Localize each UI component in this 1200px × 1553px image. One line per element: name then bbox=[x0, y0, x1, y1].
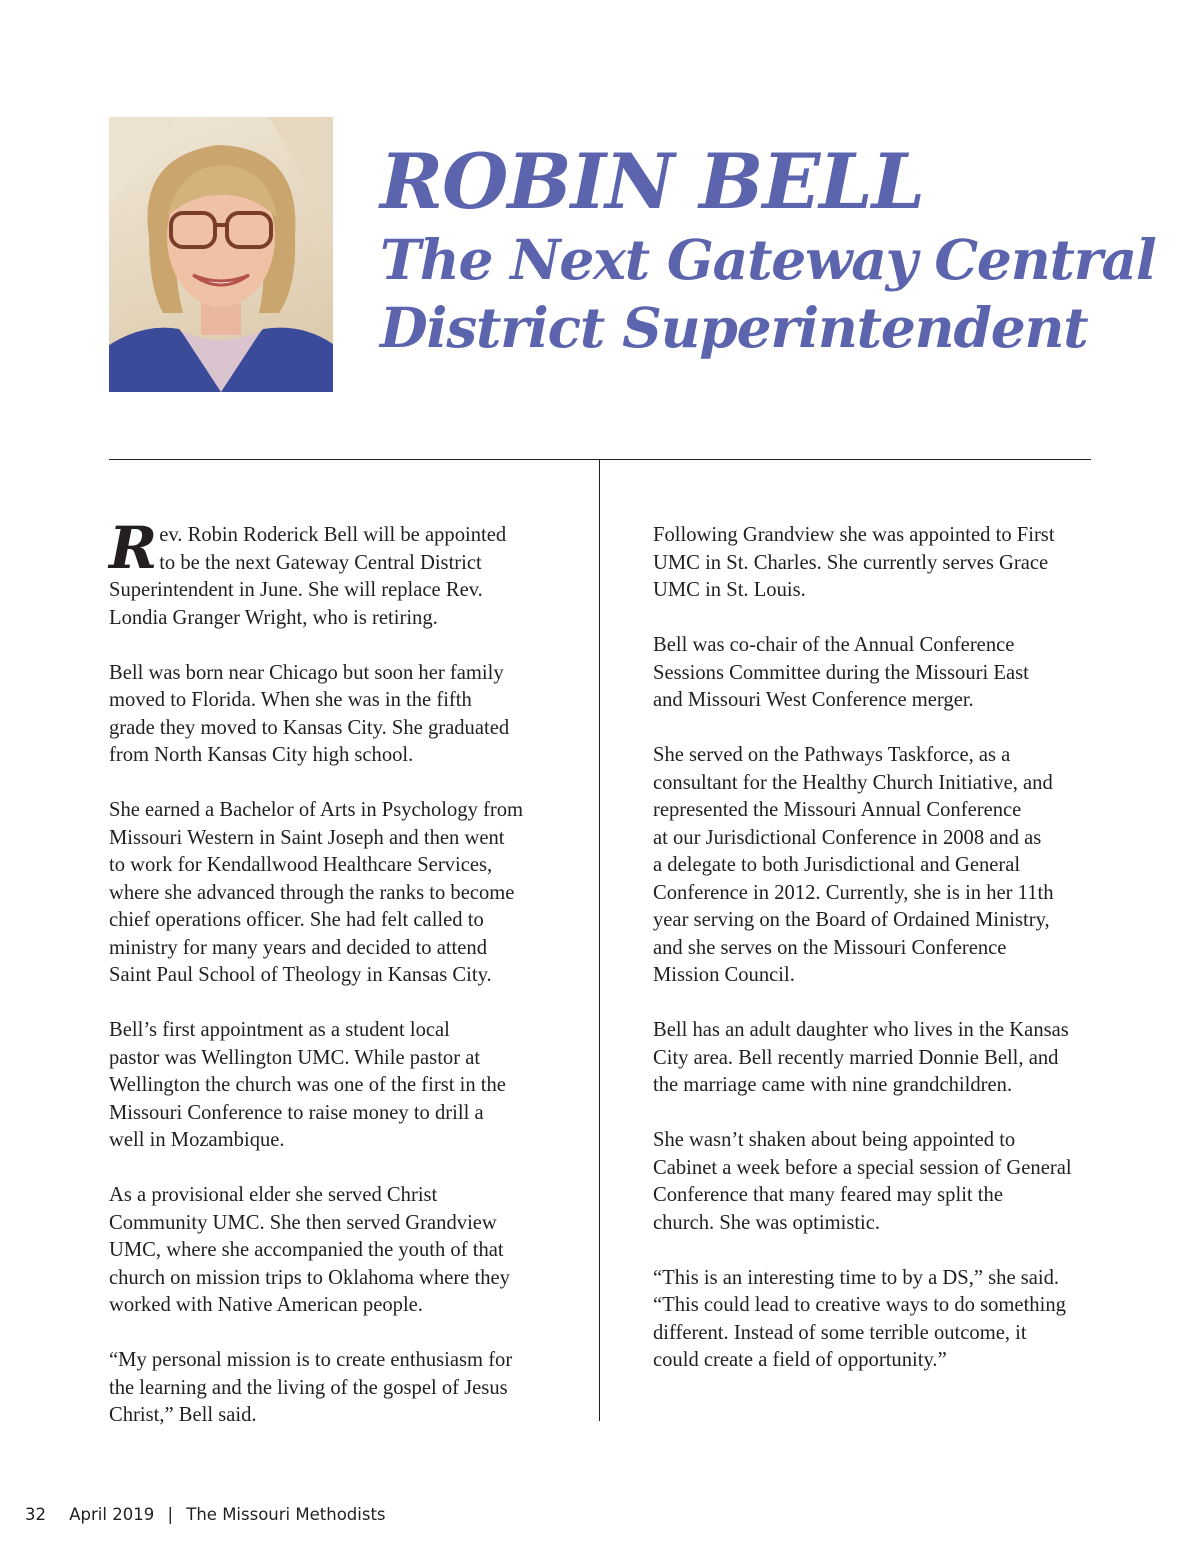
text-line: Sessions Committee during the Missouri East bbox=[653, 661, 1029, 684]
paragraph bbox=[109, 1347, 579, 1430]
text-line: Mission Council. bbox=[653, 964, 795, 986]
portrait-photo bbox=[109, 117, 333, 392]
text-line: Bell was born near Chicago but soon her family bbox=[109, 661, 504, 684]
text-line: different. Instead of some terrible outcome, it bbox=[653, 1321, 1027, 1344]
text-line: well in Mozambique. bbox=[109, 1129, 285, 1151]
text-line: year serving on the Board of Ordained Ministry, bbox=[653, 909, 1050, 931]
text-line: to work for Kendallwood Healthcare Services, bbox=[109, 854, 493, 876]
paragraph bbox=[653, 1017, 1123, 1100]
text-line: and Missouri West Conference merger. bbox=[653, 689, 974, 711]
text-line: worked with Native American people. bbox=[109, 1294, 423, 1316]
text-line: Following Grandview she was appointed to First bbox=[653, 524, 1055, 546]
text-line: “This is an interesting time to by a DS,” she said. bbox=[653, 1266, 1060, 1289]
horizontal-divider bbox=[109, 459, 1091, 460]
text-line: consultant for the Healthy Church Initiative, and bbox=[653, 771, 1053, 794]
paragraph bbox=[109, 1182, 579, 1320]
text-line: Wellington the church was one of the first in the bbox=[109, 1074, 506, 1096]
page-number: 32 bbox=[25, 1505, 46, 1524]
text-line: UMC in St. Charles. She currently serves Grace bbox=[653, 551, 1049, 574]
text-line: UMC, where she accompanied the youth of that bbox=[109, 1239, 504, 1261]
text-line: Christ,” Bell said. bbox=[109, 1404, 257, 1426]
text-line: at our Jurisdictional Conference in 2008 and as bbox=[653, 826, 1042, 849]
text-line: UMC in St. Louis. bbox=[653, 579, 806, 601]
footer-separator: | bbox=[167, 1505, 174, 1524]
text-line: Missouri Western in Saint Joseph and then went bbox=[109, 826, 505, 849]
paragraph bbox=[109, 797, 579, 990]
issue-date: April 2019 bbox=[69, 1505, 155, 1524]
text-line: Londia Granger Wright, who is retiring. bbox=[109, 606, 438, 629]
subtitle-line-2: District Superintendent bbox=[380, 295, 1088, 360]
text-line: “This could lead to creative ways to do something bbox=[653, 1294, 1066, 1316]
text-line: Cabinet a week before a special session of General bbox=[653, 1156, 1072, 1179]
paragraph bbox=[109, 1017, 579, 1155]
text-line: She earned a Bachelor of Arts in Psychology from bbox=[109, 799, 524, 821]
text-line: Saint Paul School of Theology in Kansas City. bbox=[109, 964, 492, 986]
paragraph bbox=[653, 1265, 1123, 1375]
text-line: Community UMC. She then served Grandview bbox=[109, 1211, 497, 1234]
publication-name: The Missouri Methodists bbox=[186, 1505, 386, 1524]
person-name-heading: ROBIN BELL bbox=[380, 137, 925, 226]
text-line: Conference in 2012. Currently, she is in her 11th bbox=[653, 881, 1054, 904]
portrait-illustration bbox=[109, 117, 333, 392]
right-column bbox=[653, 522, 1123, 1402]
text-line: ev. Robin Roderick Bell will be appointed bbox=[159, 524, 507, 546]
column-divider bbox=[599, 459, 600, 1421]
text-line: and she serves on the Missouri Conference bbox=[653, 936, 1007, 959]
paragraph bbox=[653, 522, 1123, 605]
page-footer bbox=[25, 1505, 386, 1524]
paragraph bbox=[109, 514, 579, 632]
text-line: moved to Florida. When she was in the fifth bbox=[109, 689, 472, 711]
text-line: Bell was co-chair of the Annual Conference bbox=[653, 634, 1015, 656]
text-line: chief operations officer. She had felt called to bbox=[109, 909, 484, 931]
text-line: church. She was optimistic. bbox=[653, 1211, 881, 1234]
text-line: She served on the Pathways Taskforce, as a bbox=[653, 744, 1011, 766]
text-line: Superintendent in June. She will replace Rev. bbox=[109, 579, 483, 601]
paragraph bbox=[653, 1127, 1123, 1237]
text-line: represented the Missouri Annual Conference bbox=[653, 799, 1022, 821]
text-line: Bell’s first appointment as a student local bbox=[109, 1019, 450, 1041]
text-line: the learning and the living of the gospel of Jesus bbox=[109, 1376, 508, 1399]
text-line: where she advanced through the ranks to become bbox=[109, 881, 515, 904]
drop-cap: R bbox=[109, 514, 158, 582]
paragraph bbox=[653, 742, 1123, 990]
text-line: a delegate to both Jurisdictional and General bbox=[653, 854, 1021, 876]
text-line: from North Kansas City high school. bbox=[109, 744, 414, 766]
text-line: ministry for many years and decided to attend bbox=[109, 936, 488, 959]
text-line: grade they moved to Kansas City. She graduated bbox=[109, 716, 510, 739]
paragraph bbox=[653, 632, 1123, 715]
text-line: the marriage came with nine grandchildren. bbox=[653, 1074, 1013, 1096]
text-line: could create a field of opportunity.” bbox=[653, 1349, 947, 1371]
text-line: Missouri Conference to raise money to drill a bbox=[109, 1101, 484, 1124]
paragraph bbox=[109, 660, 579, 770]
text-line: pastor was Wellington UMC. While pastor at bbox=[109, 1046, 481, 1069]
text-line: to be the next Gateway Central District bbox=[159, 551, 482, 574]
text-line: church on mission trips to Oklahoma where they bbox=[109, 1266, 510, 1289]
text-line: Conference that many feared may split the bbox=[653, 1184, 1003, 1206]
left-column bbox=[109, 514, 579, 1457]
text-line: As a provisional elder she served Christ bbox=[109, 1184, 438, 1206]
text-line: City area. Bell recently married Donnie Bell, and bbox=[653, 1046, 1059, 1069]
text-line: “My personal mission is to create enthusiasm for bbox=[109, 1349, 513, 1371]
text-line: She wasn’t shaken about being appointed to bbox=[653, 1129, 1016, 1151]
text-line: Bell has an adult daughter who lives in the Kansas bbox=[653, 1019, 1069, 1041]
title-block bbox=[380, 138, 1160, 362]
subtitle-line-1: The Next Gateway Central bbox=[380, 227, 1156, 292]
